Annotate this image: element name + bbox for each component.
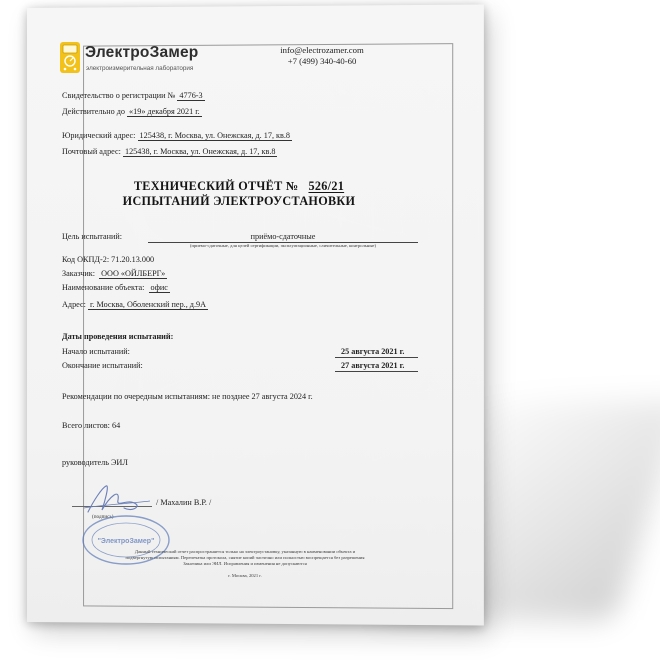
okpd-row (62, 255, 154, 264)
contact-phone: +7 (499) 340-40-60 (287, 56, 357, 66)
okpd-label: Код ОКПД-2: (62, 255, 110, 264)
client-value: ООО «ОЙЛБЕРГ» (101, 269, 166, 278)
sheets-count: Всего листов: 64 (62, 421, 121, 430)
start-underline (335, 357, 418, 358)
report-number: 526/21 (308, 179, 345, 193)
cert-value: 4776-3 (179, 91, 203, 100)
valid-value: «19» декабря 2021 г. (129, 107, 200, 116)
disclaimer (70, 549, 420, 579)
recommendation-text: Рекомендации по очередным испытаниям: не позднее 27 августа 2024 г. (62, 392, 313, 401)
object-label: Наименование объекта: (62, 283, 145, 292)
disclaimer-line3: Заказчика или ЭИЛ. Исправления и изменения не допускаются (183, 561, 307, 566)
signature-hint: (подпись) (92, 514, 114, 520)
cert-row (62, 91, 205, 100)
valid-label: Действительно до (62, 107, 125, 116)
legal-address-value: 125438, г. Москва, ул. Онежская, д. 17, кв.8 (139, 131, 291, 140)
okpd-value: 71.20.13.000 (111, 255, 155, 264)
address-value: г. Москва, Оболенский пер., д.9А (89, 300, 207, 309)
postal-address-value: 125438, г. Москва, ул. Онежская, д. 17, кв.8 (124, 147, 276, 156)
dates-heading: Даты проведения испытаний: (62, 332, 174, 341)
legal-address-row (62, 131, 292, 140)
start-label: Начало испытаний: (62, 347, 130, 356)
address-row (62, 300, 208, 309)
brand-tagline: электроизмерительная лаборатория (86, 65, 194, 72)
client-label: Заказчик: (62, 269, 96, 278)
postal-address-label: Почтовый адрес: (62, 147, 121, 156)
disclaimer-line2: подвергнутую испытаниям. Перепечатка протокола, снятие копий частично или полностью воспрещается без разрешения (125, 555, 365, 560)
valid-row (62, 107, 202, 116)
purpose-hint: (приемо-сдаточные, для целей сертификации, эксплуатационные, сличительные, контрольные) (189, 243, 376, 248)
cert-label: Свидетельство о регистрации № (62, 91, 176, 100)
client-row (62, 269, 167, 278)
contact-email[interactable]: info@electrozamer.com (280, 45, 364, 55)
end-label: Окончание испытаний: (62, 361, 143, 370)
disclaimer-line1: Данный технический отчет распространяется только на электроустановку, указанную в наименовании объекта и (134, 549, 356, 554)
signer-name: / Махалин В.Р. / (156, 498, 212, 507)
head-label: руководитель ЭИЛ (62, 458, 128, 467)
legal-address-label: Юридический адрес: (62, 131, 136, 140)
contact-block (262, 45, 382, 67)
end-value: 27 августа 2021 г. (341, 361, 405, 370)
object-row (62, 283, 170, 292)
report-title-line2: ИСПЫТАНИЙ ЭЛЕКТРОУСТАНОВКИ (122, 194, 356, 208)
stamp-text: "ЭлектроЗамер" (97, 538, 155, 545)
report-title-prefix: ТЕХНИЧЕСКИЙ ОТЧЁТ № (133, 179, 299, 193)
brand-name: ЭлектроЗамер (85, 44, 199, 61)
purpose-value: приёмо-сдаточные (250, 232, 316, 241)
report-title-line1 (56, 179, 422, 194)
disclaimer-city-year: г. Москва, 2021 г. (228, 573, 262, 578)
object-value: офис (150, 283, 168, 292)
purpose-label: Цель испытаний: (62, 232, 123, 241)
end-underline (335, 371, 418, 372)
postal-address-row (62, 147, 277, 156)
address-label: Адрес: (62, 300, 86, 309)
start-value: 25 августа 2021 г. (341, 347, 405, 356)
multimeter-logo-icon (59, 41, 81, 74)
